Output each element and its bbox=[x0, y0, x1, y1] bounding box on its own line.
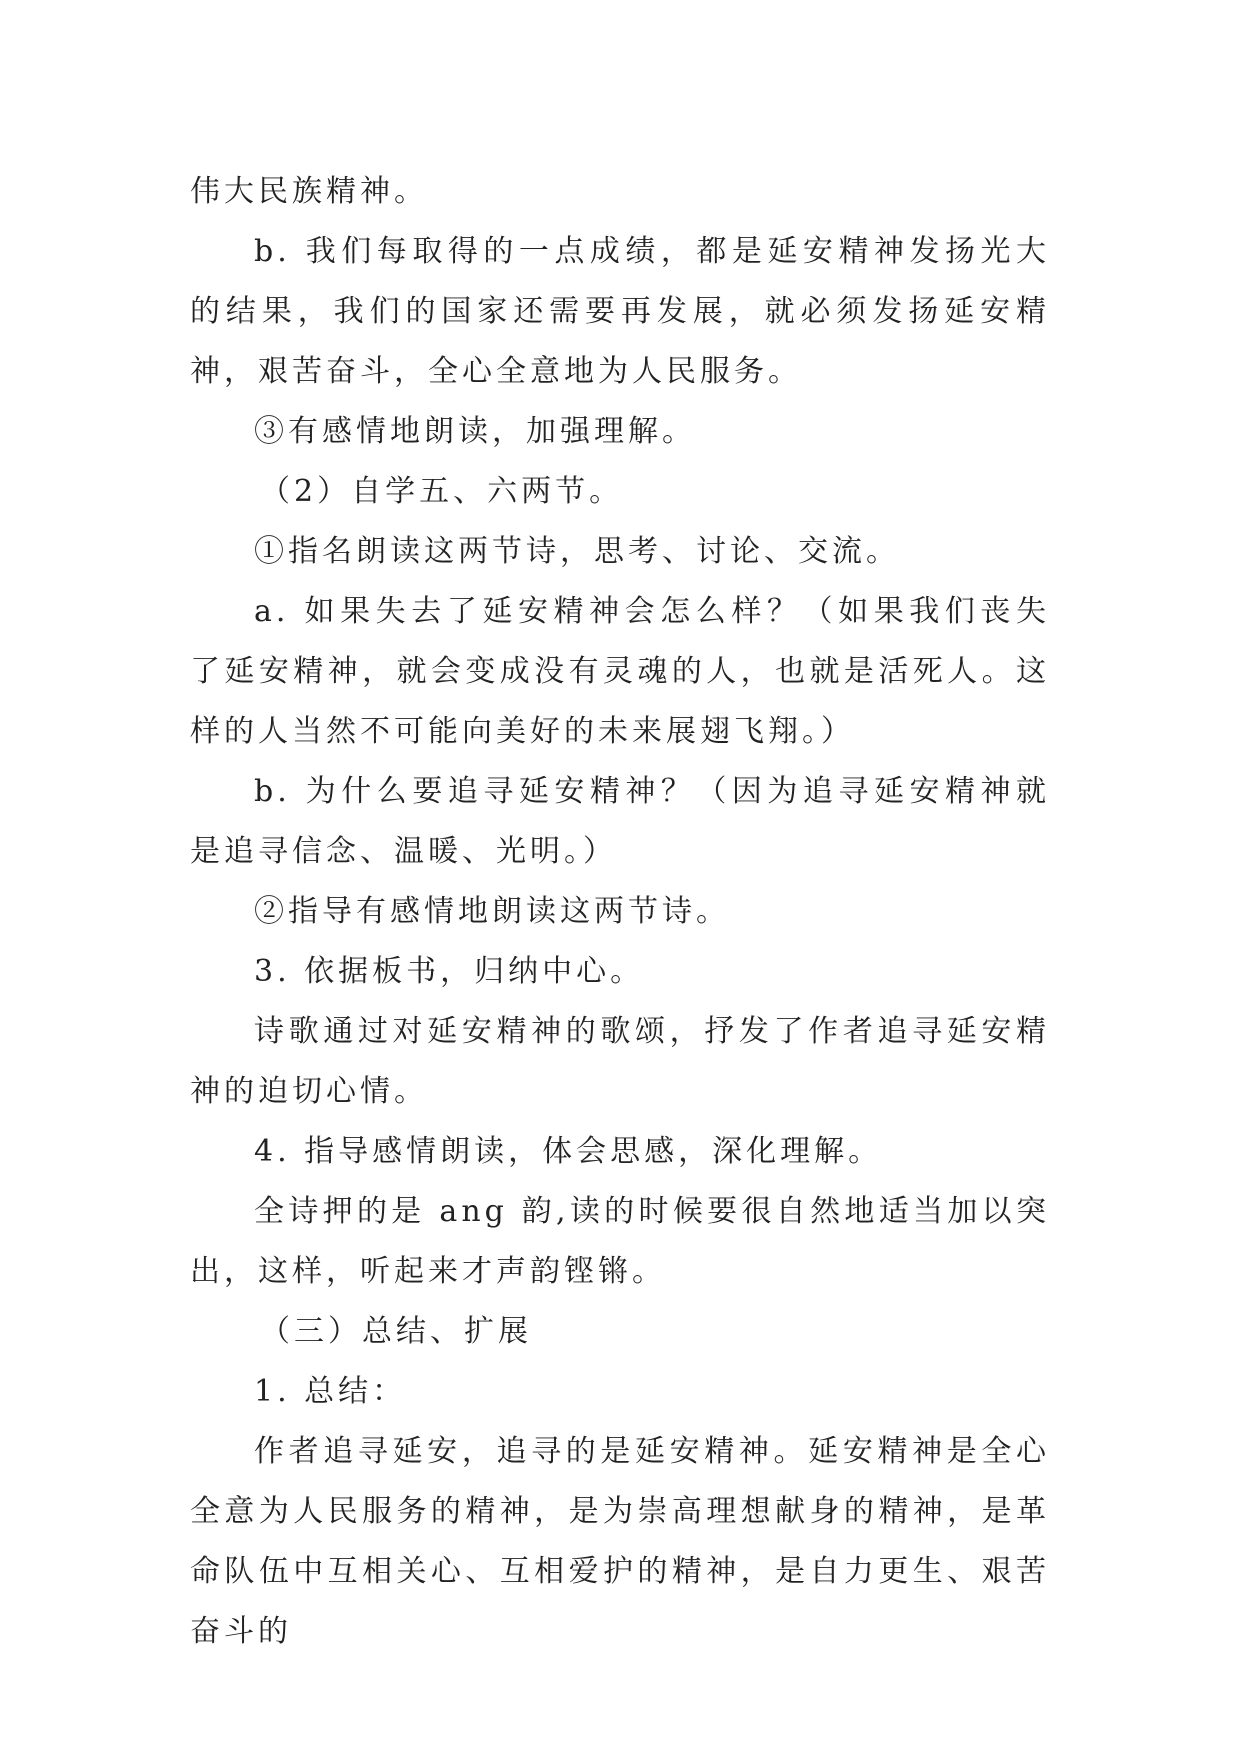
paragraph: ③有感情地朗读，加强理解。 bbox=[254, 414, 696, 449]
paragraph: 伟大民族精神。 bbox=[190, 174, 428, 209]
section-heading: （三）总结、扩展 bbox=[260, 1314, 532, 1349]
section-heading: 1. 总结： bbox=[254, 1374, 407, 1409]
paragraph: ②指导有感情地朗读这两节诗。 bbox=[254, 894, 730, 929]
paragraph: ①指名朗读这两节诗，思考、讨论、交流。 bbox=[254, 534, 900, 569]
paragraph: a. 如果失去了延安精神会怎么样？（如果我们丧失了延安精神，就会变成没有灵魂的人，也就是活死人。这样的人当然不可能向美好的未来展翅飞翔。） bbox=[190, 594, 1050, 749]
section-heading: 3. 依据板书，归纳中心。 bbox=[254, 954, 645, 989]
document-body bbox=[190, 162, 1050, 1662]
paragraph: b. 我们每取得的一点成绩，都是延安精神发扬光大的结果，我们的国家还需要再发展，就必须发扬延安精神，艰苦奋斗，全心全意地为人民服务。 bbox=[190, 234, 1050, 389]
paragraph: b. 为什么要追寻延安精神？（因为追寻延安精神就是追寻信念、温暖、光明。） bbox=[190, 774, 1050, 869]
section-heading: （2）自学五、六两节。 bbox=[260, 474, 624, 509]
paragraph: 作者追寻延安，追寻的是延安精神。延安精神是全心全意为人民服务的精神，是为崇高理想献身的精神，是革命队伍中互相关心、互相爱护的精神，是自力更生、艰苦奋斗的 bbox=[190, 1434, 1050, 1649]
section-heading: 4. 指导感情朗读，体会思感，深化理解。 bbox=[254, 1134, 883, 1169]
paragraph: 全诗押的是 ang 韵,读的时候要很自然地适当加以突出，这样，听起来才声韵铿锵。 bbox=[190, 1194, 1050, 1289]
paragraph: 诗歌通过对延安精神的歌颂，抒发了作者追寻延安精神的迫切心情。 bbox=[190, 1014, 1050, 1109]
